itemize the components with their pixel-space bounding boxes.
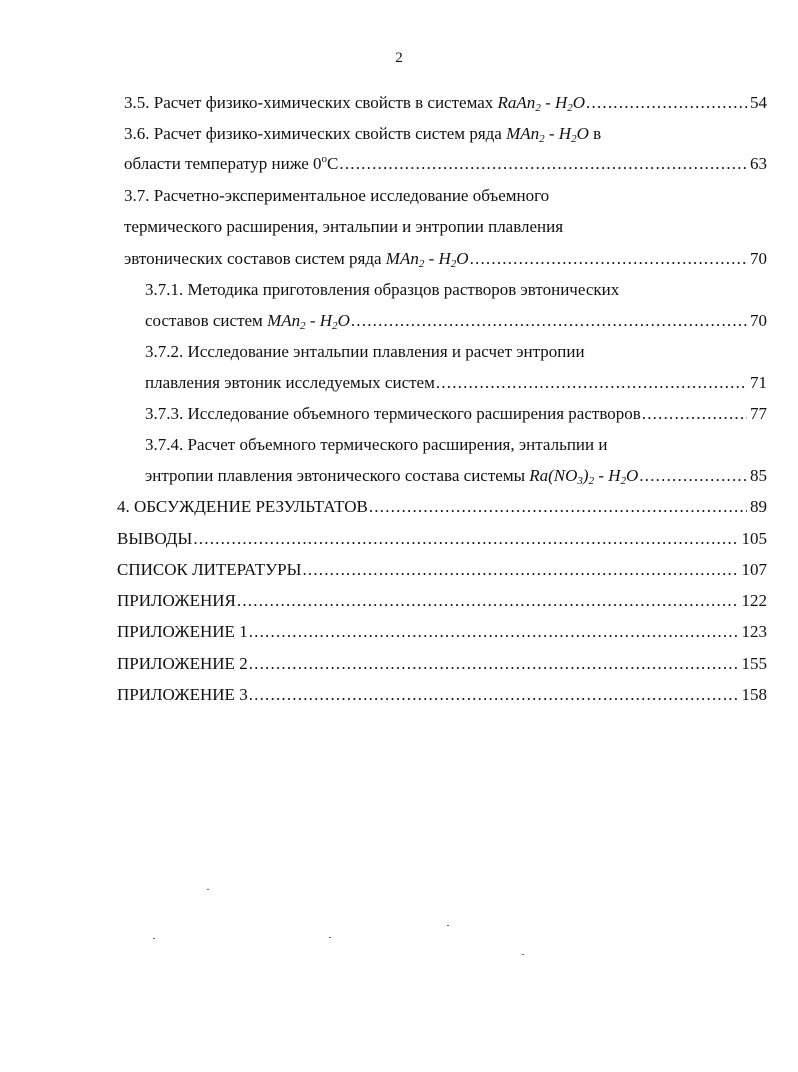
toc-page-number: 77 xyxy=(750,404,767,423)
toc-entry-4[interactable] xyxy=(117,496,767,518)
page-number: 2 xyxy=(395,50,403,66)
dot-leader xyxy=(642,403,747,425)
toc-entry-title: плавления эвтоник исследуемых систем xyxy=(145,373,435,392)
toc-page-number: 70 xyxy=(750,311,767,330)
toc-page-number: 63 xyxy=(750,154,767,173)
toc-entry-3-7-2[interactable] xyxy=(145,372,767,394)
toc-entry-title: ПРИЛОЖЕНИЕ 1 xyxy=(117,622,248,641)
toc-entry-title: энтропии плавления эвтонического состава системы $Ra(NO_3)_2 - H_2O$ xyxy=(145,466,639,487)
dot-leader xyxy=(249,653,739,675)
dot-leader xyxy=(339,153,747,175)
scan-speck xyxy=(329,937,331,938)
scan-speck xyxy=(153,938,155,939)
toc-page-number: 155 xyxy=(741,654,767,673)
toc-page-number: 122 xyxy=(741,591,767,610)
toc-entry-3-7-3[interactable] xyxy=(145,403,767,425)
dot-leader xyxy=(436,372,747,394)
dot-leader xyxy=(470,248,747,270)
toc-page-number: 70 xyxy=(750,249,767,268)
toc-entry-title: ВЫВОДЫ xyxy=(117,529,193,548)
dot-leader xyxy=(369,496,747,518)
toc-entry-title: 3.7.3. Исследование объемного термического расширения растворов xyxy=(145,404,641,423)
dot-leader xyxy=(639,465,747,487)
toc-entry-3-7-line2: термического расширения, энтальпии и энтропии плавления xyxy=(124,217,564,236)
scan-speck xyxy=(447,925,449,926)
toc-page-number: 107 xyxy=(741,560,767,579)
toc-entry-3-7-4[interactable] xyxy=(145,465,767,487)
toc-entry-3-7-line1: 3.7. Расчетно-экспериментальное исследование объемного xyxy=(124,186,550,205)
toc-entry-appendix-1[interactable] xyxy=(117,621,767,643)
toc-page-number: 158 xyxy=(741,685,767,704)
toc-entry-3-7-1[interactable] xyxy=(145,310,767,332)
dot-leader xyxy=(586,92,747,114)
toc-entry-title: эвтонических составов систем ряда $MAn_2 - H_2O$ xyxy=(124,249,469,270)
toc-page-number: 54 xyxy=(750,93,767,112)
toc-page-number: 71 xyxy=(750,373,767,392)
dot-leader xyxy=(237,590,739,612)
toc-entry-appendices[interactable] xyxy=(117,590,767,612)
toc-entry-3-7-2-line1: 3.7.2. Исследование энтальпии плавления и расчет энтропии xyxy=(145,342,585,361)
toc-entry-3-5[interactable] xyxy=(124,92,767,114)
toc-entry-appendix-2[interactable] xyxy=(117,653,767,675)
toc-page-number: 85 xyxy=(750,466,767,485)
scan-speck xyxy=(522,954,524,955)
scan-speck xyxy=(207,889,209,890)
toc-entry-title: ПРИЛОЖЕНИЯ xyxy=(117,591,236,610)
toc-page-number: 123 xyxy=(741,622,767,641)
toc-page-number: 89 xyxy=(750,497,767,516)
toc-entry-title: составов систем $MAn_2 - H_2O$ xyxy=(145,311,350,332)
toc-entry-3-6-line1: 3.6. Расчет физико-химических свойств систем ряда $MAn_2 - H_2O$ в xyxy=(124,124,602,145)
toc-entry-title: ПРИЛОЖЕНИЕ 2 xyxy=(117,654,248,673)
toc-entry-appendix-3[interactable] xyxy=(117,684,767,706)
dot-leader xyxy=(302,559,738,581)
toc-entry-title: области температур ниже 0$^o$C xyxy=(124,153,339,173)
toc-entry-title: СПИСОК ЛИТЕРАТУРЫ xyxy=(117,560,302,579)
toc-entry-title: 4. ОБСУЖДЕНИЕ РЕЗУЛЬТАТОВ xyxy=(117,497,368,516)
toc-entry-3-7-1-line1: 3.7.1. Методика приготовления образцов растворов эвтонических xyxy=(145,280,620,299)
toc-entry-references[interactable] xyxy=(117,559,767,581)
dot-leader xyxy=(249,684,739,706)
toc-entry-3-7-4-line1: 3.7.4. Расчет объемного термического расширения, энтальпии и xyxy=(145,435,608,454)
toc-entry-title: ПРИЛОЖЕНИЕ 3 xyxy=(117,685,248,704)
toc-entry-3-7[interactable] xyxy=(124,248,767,270)
toc-page-number: 105 xyxy=(741,529,767,548)
dot-leader xyxy=(193,528,738,550)
toc-entry-conclusions[interactable] xyxy=(117,528,767,550)
toc-entry-title: 3.5. Расчет физико-химических свойств в системах RaAn$_2$ - $H_2O$ xyxy=(124,93,586,114)
toc-entry-3-6[interactable] xyxy=(124,153,767,175)
dot-leader xyxy=(249,621,739,643)
dot-leader xyxy=(351,310,747,332)
